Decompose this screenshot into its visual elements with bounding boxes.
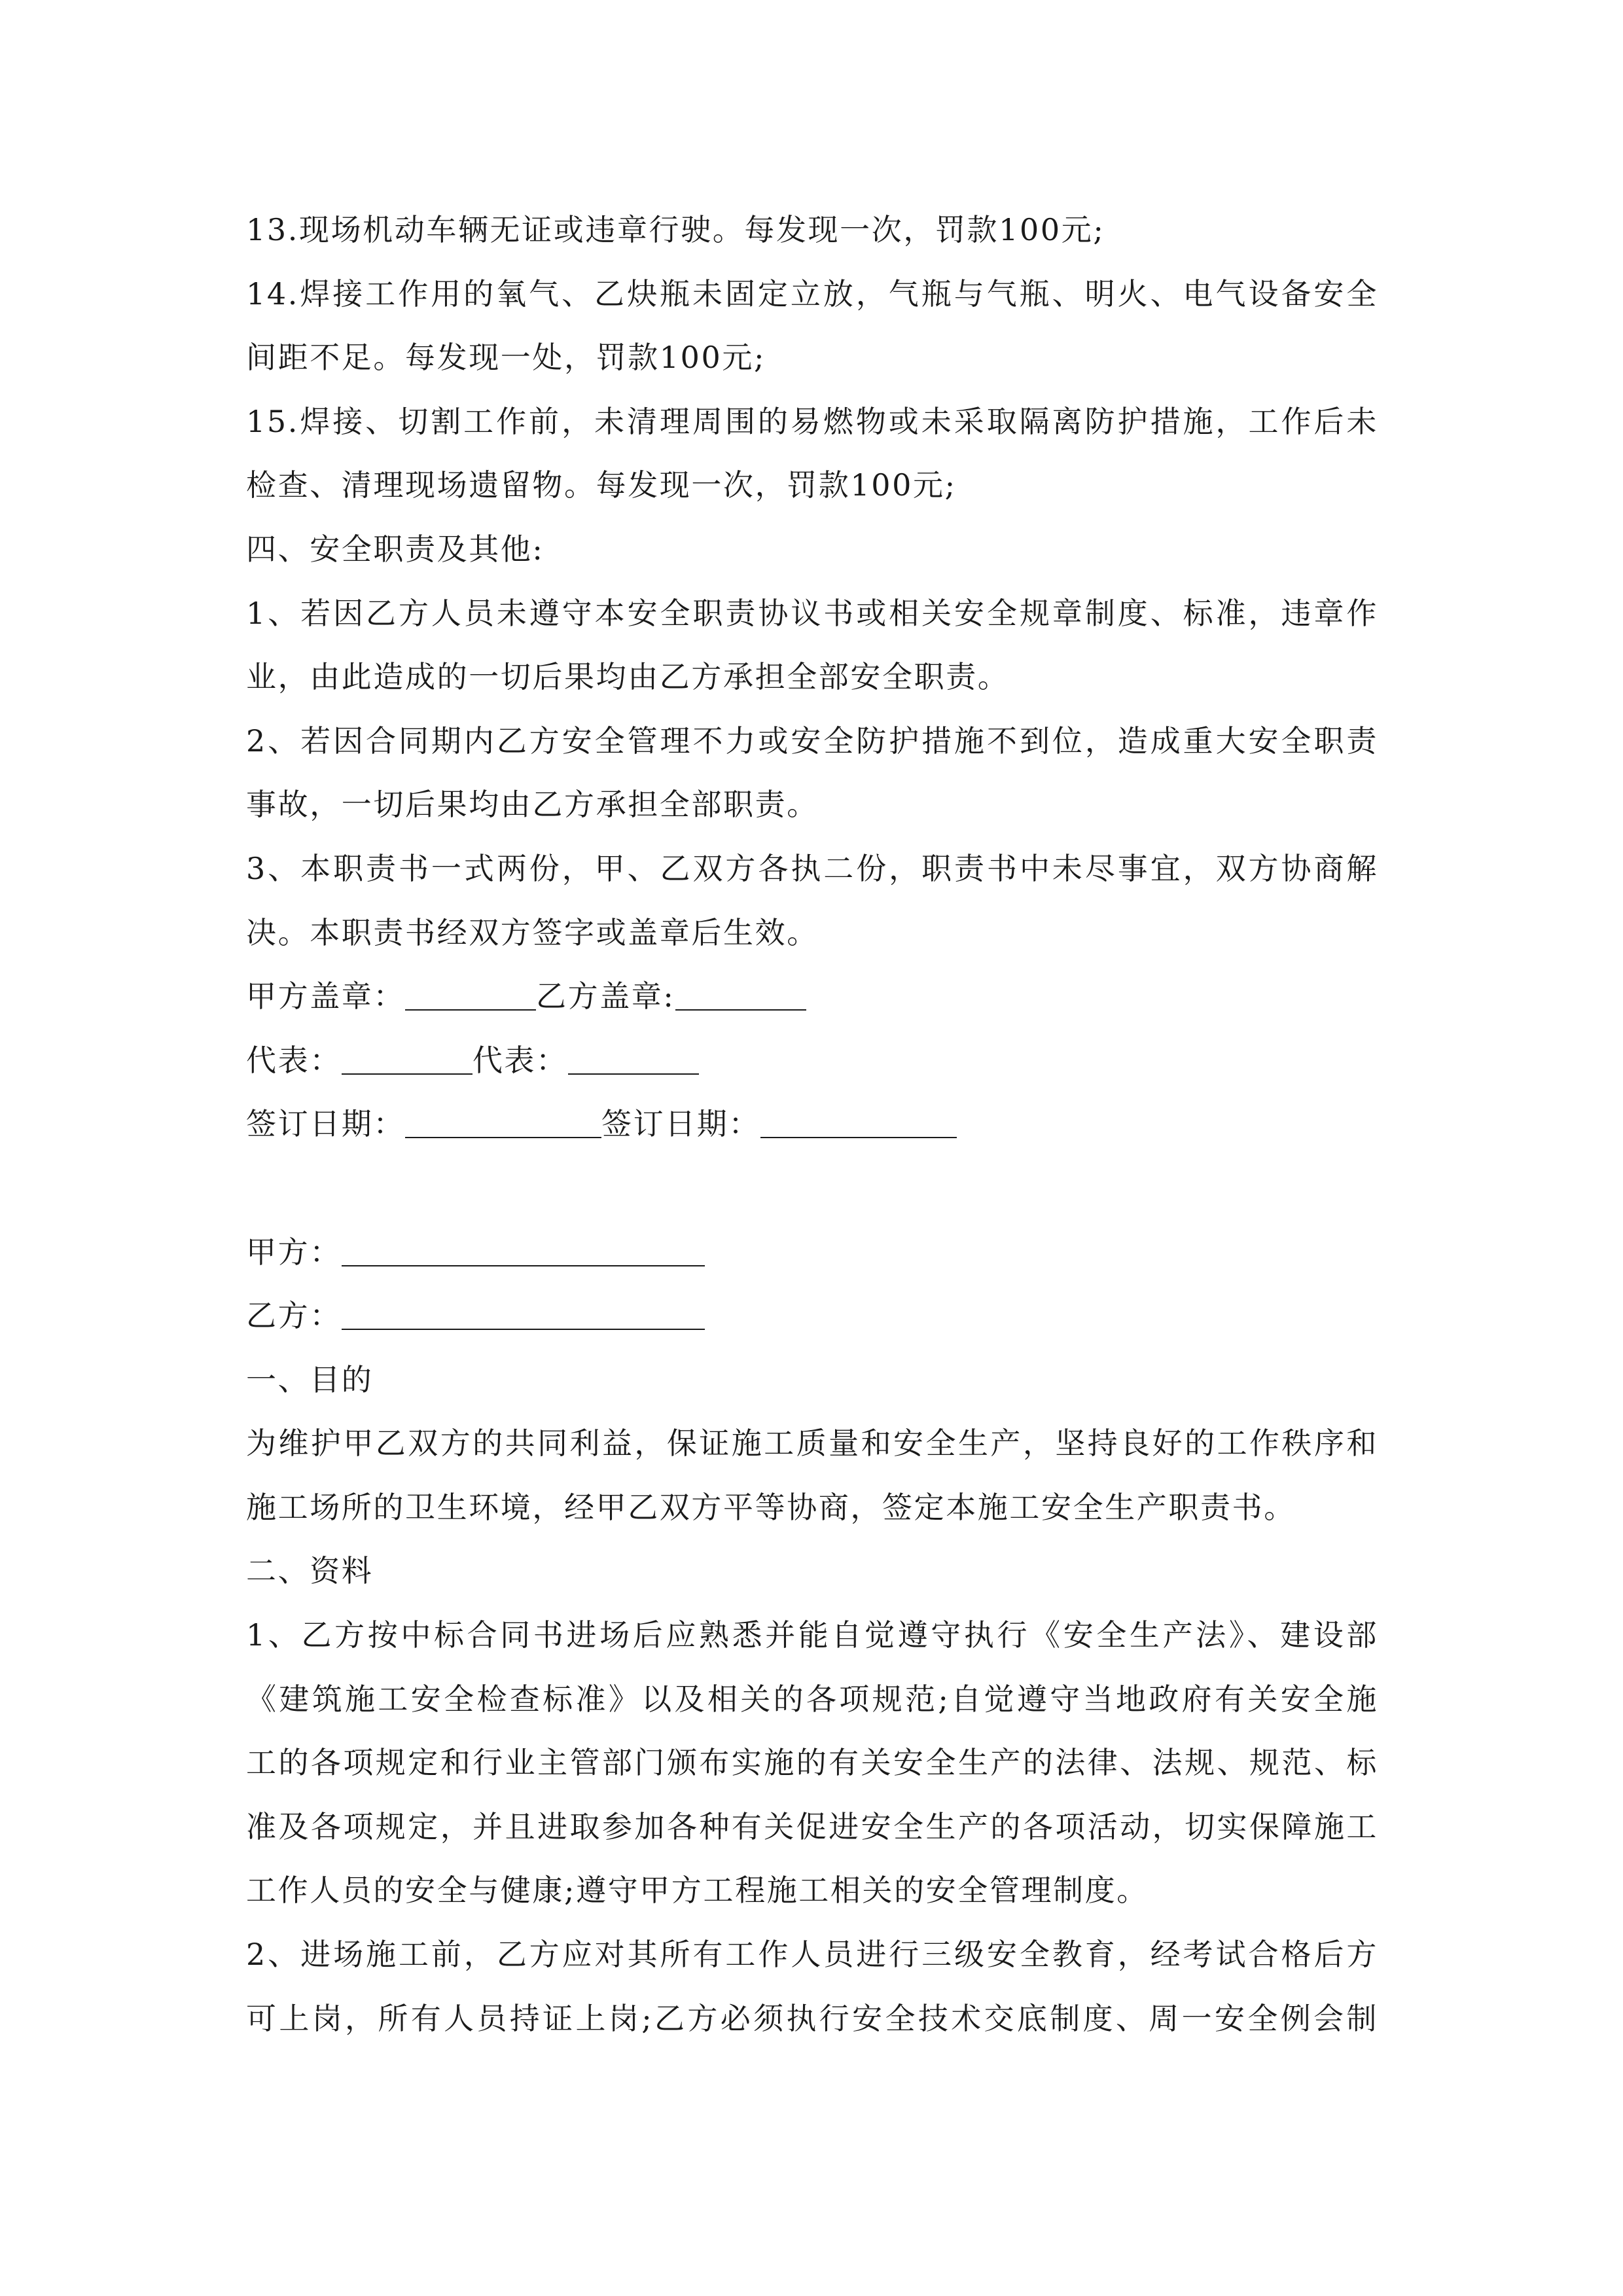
spacer	[246, 1157, 1378, 1221]
date-a-label: 签订日期：	[246, 1106, 405, 1142]
section-heading: 一、目的	[246, 1361, 374, 1397]
text-line: 可上岗，所有人员持证上岗;乙方必须执行安全技术交底制度、周一安全例会制	[246, 2000, 1378, 2036]
party-b-label: 乙方：	[246, 1298, 342, 1334]
text-line: 2、进场施工前，乙方应对其所有工作人员进行三级安全教育，经考试合格后方	[246, 1937, 1378, 1973]
text-line: 事故，一切后果均由乙方承担全部职责。	[246, 787, 819, 823]
text-line: 3、本职责书一式两份，甲、乙双方各执二份，职责书中未尽事宜，双方协商解	[246, 850, 1378, 886]
date-b-label: 签订日期：	[601, 1106, 760, 1142]
text-line: 13.现场机动车辆无证或违章行驶。每发现一次，罚款100元;	[246, 212, 1105, 247]
text-line: 《建筑施工安全检查标准》以及相关的各项规范;自觉遵守当地政府有关安全施	[246, 1681, 1378, 1717]
text-line: 1、若因乙方人员未遵守本安全职责协议书或相关安全规章制度、标准，违章作	[246, 595, 1378, 631]
text-line: 间距不足。每发现一处，罚款100元;	[246, 340, 766, 376]
text-line: 工作人员的安全与健康;遵守甲方工程施工相关的安全管理制度。	[246, 1873, 1149, 1909]
party-b-seal-blank[interactable]	[675, 1009, 806, 1011]
party-b-row	[246, 1284, 1378, 1348]
text-line: 15.焊接、切割工作前，未清理周围的易燃物或未采取隔离防护措施，工作后未	[246, 403, 1378, 439]
representative-row	[246, 1029, 1378, 1093]
text-line: 决。本职责书经双方签字或盖章后生效。	[246, 914, 819, 950]
date-b-blank[interactable]	[760, 1137, 957, 1138]
section-heading: 二、资料	[246, 1553, 374, 1589]
date-row	[246, 1092, 1378, 1157]
rep-b-label: 代表：	[472, 1042, 568, 1078]
rep-a-label: 代表：	[246, 1042, 342, 1078]
party-a-row	[246, 1221, 1378, 1285]
text-line: 检查、清理现场遗留物。每发现一次，罚款100元;	[246, 467, 957, 503]
text-line: 施工场所的卫生环境，经甲乙双方平等协商，签定本施工安全生产职责书。	[246, 1489, 1296, 1525]
text-line: 为维护甲乙双方的共同利益，保证施工质量和安全生产，坚持良好的工作秩序和	[246, 1426, 1378, 1462]
rep-b-blank[interactable]	[568, 1073, 699, 1075]
party-a-seal-blank[interactable]	[405, 1009, 536, 1011]
seal-row	[246, 965, 1378, 1029]
rep-a-blank[interactable]	[342, 1073, 473, 1075]
party-a-label: 甲方：	[246, 1234, 342, 1270]
text-line: 业，由此造成的一切后果均由乙方承担全部安全职责。	[246, 659, 1010, 695]
party-b-blank[interactable]	[342, 1329, 705, 1330]
text-line: 工的各项规定和行业主管部门颁布实施的有关安全生产的法律、法规、规范、标	[246, 1745, 1378, 1781]
text-line: 准及各项规定，并且进取参加各种有关促进安全生产的各项活动，切实保障施工	[246, 1808, 1378, 1844]
party-a-blank[interactable]	[342, 1265, 705, 1266]
section-heading: 四、安全职责及其他:	[246, 531, 544, 567]
date-a-blank[interactable]	[405, 1137, 601, 1138]
document-page	[246, 198, 1378, 2051]
text-line: 14.焊接工作用的氧气、乙炔瓶未固定立放，气瓶与气瓶、明火、电气设备安全	[246, 276, 1378, 312]
party-a-seal-label: 甲方盖章：	[246, 978, 405, 1014]
text-line: 2、若因合同期内乙方安全管理不力或安全防护措施不到位，造成重大安全职责	[246, 723, 1378, 759]
party-b-seal-label: 乙方盖章:	[536, 978, 675, 1014]
text-line: 1、乙方按中标合同书进场后应熟悉并能自觉遵守执行《安全生产法》、建设部	[246, 1617, 1378, 1653]
